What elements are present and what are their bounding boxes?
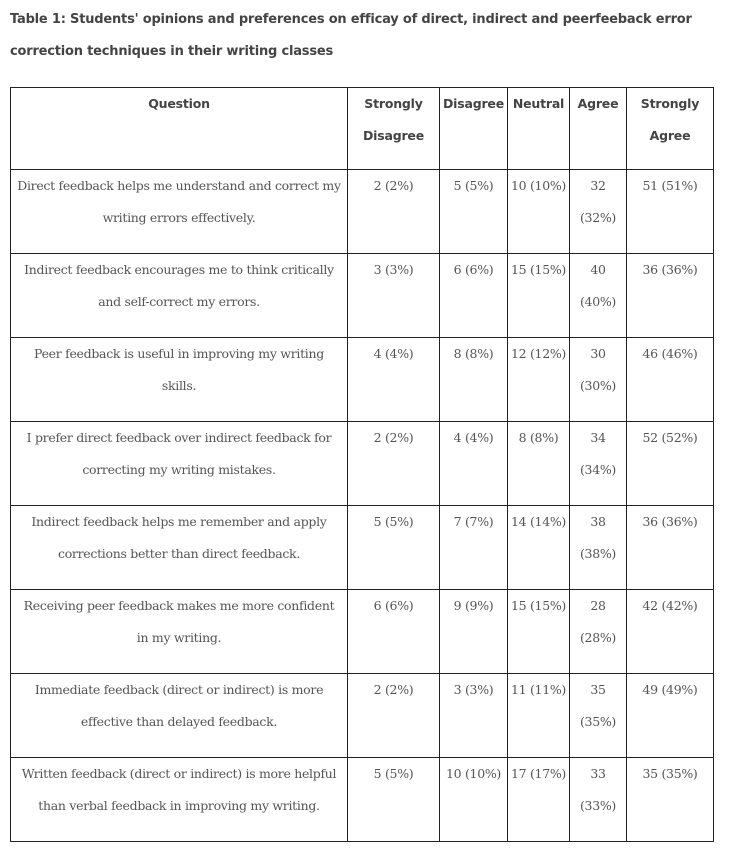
- strongly-disagree-cell: 5 (5%): [348, 758, 440, 842]
- header-question: Question: [11, 88, 348, 170]
- header-agree: Agree: [570, 88, 627, 170]
- header-row: [11, 88, 714, 170]
- strongly-disagree-cell: 6 (6%): [348, 590, 440, 674]
- table-row: [11, 758, 714, 842]
- disagree-cell: 6 (6%): [440, 254, 508, 338]
- strongly-disagree-cell: 4 (4%): [348, 338, 440, 422]
- strongly-disagree-cell: 5 (5%): [348, 506, 440, 590]
- table-row: [11, 254, 714, 338]
- neutral-cell: 15 (15%): [508, 590, 570, 674]
- strongly-agree-cell: 36 (36%): [627, 506, 714, 590]
- agree-cell: 40 (40%): [570, 254, 627, 338]
- agree-cell: 35 (35%): [570, 674, 627, 758]
- table-row: [11, 422, 714, 506]
- strongly-agree-cell: 52 (52%): [627, 422, 714, 506]
- strongly-agree-cell: 51 (51%): [627, 170, 714, 254]
- strongly-agree-cell: 49 (49%): [627, 674, 714, 758]
- agree-cell: 38 (38%): [570, 506, 627, 590]
- header-disagree: Disagree: [440, 88, 508, 170]
- neutral-cell: 10 (10%): [508, 170, 570, 254]
- question-cell: I prefer direct feedback over indirect feedback for correcting my writing mistakes.: [11, 422, 348, 506]
- strongly-disagree-cell: 2 (2%): [348, 674, 440, 758]
- strongly-disagree-cell: 2 (2%): [348, 170, 440, 254]
- strongly-disagree-cell: 3 (3%): [348, 254, 440, 338]
- neutral-cell: 11 (11%): [508, 674, 570, 758]
- table-caption: Table 1: Students' opinions and preferences on efficay of direct, indirect and peerfeeback error correction techniques in their writing classes: [10, 12, 692, 59]
- strongly-agree-cell: 35 (35%): [627, 758, 714, 842]
- strongly-agree-cell: 46 (46%): [627, 338, 714, 422]
- strongly-agree-cell: 42 (42%): [627, 590, 714, 674]
- table-row: [11, 170, 714, 254]
- disagree-cell: 4 (4%): [440, 422, 508, 506]
- disagree-cell: 9 (9%): [440, 590, 508, 674]
- opinions-table: [10, 87, 714, 842]
- question-cell: Indirect feedback helps me remember and apply corrections better than direct feedback.: [11, 506, 348, 590]
- disagree-cell: 5 (5%): [440, 170, 508, 254]
- question-cell: Receiving peer feedback makes me more confident in my writing.: [11, 590, 348, 674]
- question-cell: Peer feedback is useful in improving my writing skills.: [11, 338, 348, 422]
- agree-cell: 28 (28%): [570, 590, 627, 674]
- neutral-cell: 17 (17%): [508, 758, 570, 842]
- question-cell: Direct feedback helps me understand and correct my writing errors effectively.: [11, 170, 348, 254]
- question-cell: Written feedback (direct or indirect) is more helpful than verbal feedback in improving my writing.: [11, 758, 348, 842]
- agree-cell: 30 (30%): [570, 338, 627, 422]
- header-strongly-disagree: Strongly Disagree: [348, 88, 440, 170]
- question-cell: Indirect feedback encourages me to think critically and self-correct my errors.: [11, 254, 348, 338]
- neutral-cell: 15 (15%): [508, 254, 570, 338]
- neutral-cell: 8 (8%): [508, 422, 570, 506]
- disagree-cell: 3 (3%): [440, 674, 508, 758]
- strongly-agree-cell: 36 (36%): [627, 254, 714, 338]
- agree-cell: 34 (34%): [570, 422, 627, 506]
- table-row: [11, 674, 714, 758]
- neutral-cell: 14 (14%): [508, 506, 570, 590]
- disagree-cell: 10 (10%): [440, 758, 508, 842]
- question-cell: Immediate feedback (direct or indirect) is more effective than delayed feedback.: [11, 674, 348, 758]
- table-row: [11, 506, 714, 590]
- agree-cell: 32 (32%): [570, 170, 627, 254]
- neutral-cell: 12 (12%): [508, 338, 570, 422]
- header-strongly-agree: Strongly Agree: [627, 88, 714, 170]
- strongly-disagree-cell: 2 (2%): [348, 422, 440, 506]
- disagree-cell: 7 (7%): [440, 506, 508, 590]
- agree-cell: 33 (33%): [570, 758, 627, 842]
- table-row: [11, 590, 714, 674]
- table-row: [11, 338, 714, 422]
- disagree-cell: 8 (8%): [440, 338, 508, 422]
- header-neutral: Neutral: [508, 88, 570, 170]
